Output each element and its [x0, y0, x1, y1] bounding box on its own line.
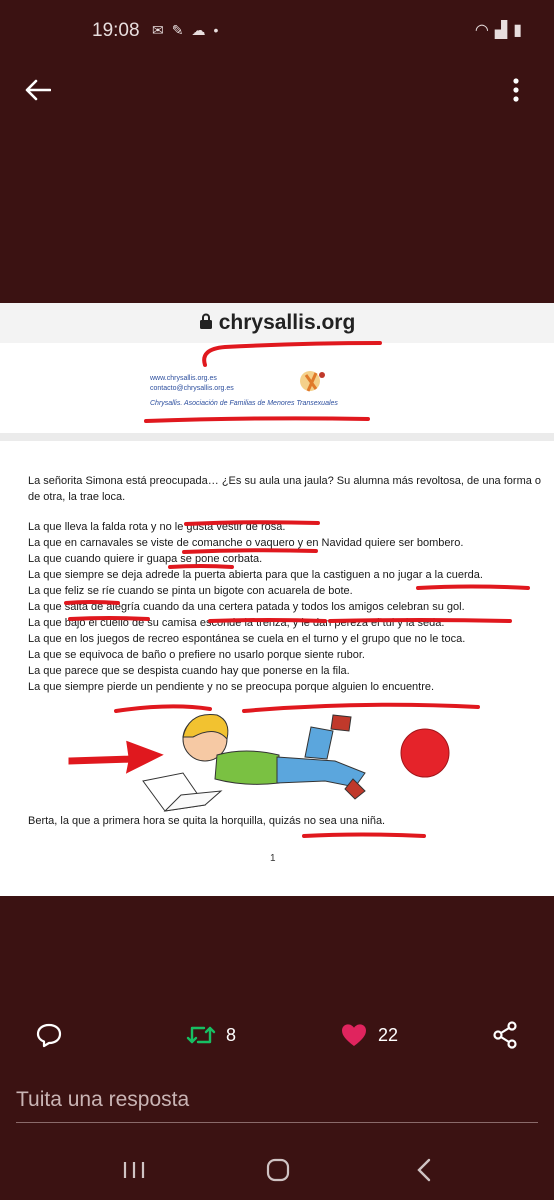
tweet-actions: [0, 1010, 554, 1060]
more-vert-icon: [513, 78, 519, 102]
share-button[interactable]: [492, 1010, 518, 1060]
reply-button[interactable]: [36, 1010, 62, 1060]
back-button[interactable]: [20, 72, 56, 108]
document-line: La que cuando quiere ir guapa se pone corbata.: [28, 553, 263, 565]
like-button[interactable]: [340, 1010, 398, 1060]
child-drawing: [65, 707, 485, 817]
document-body: [28, 473, 548, 695]
mail-icon: ✉: [152, 22, 172, 38]
document-line: La que se equivoca de baño o prefiere no usarlo porque siente rubor.: [28, 649, 365, 661]
tweet-image[interactable]: [0, 303, 554, 896]
document-page-mark: 1: [270, 853, 276, 864]
document-line: La que parece que se despista cuando hay que ponerse en la fila.: [28, 665, 350, 677]
document-closing: Berta, la que a primera hora se quita la horquilla, quizás no sea una niña.: [28, 815, 386, 827]
document-line: La que feliz se ríe cuando se pinta un bigote con acuarela de bote.: [28, 585, 353, 597]
image-url: chrysallis.org: [218, 311, 356, 334]
recent-apps-icon: [122, 1160, 146, 1180]
document-intro: La señorita Simona está preocupada… ¿Es su aula una jaula? Su alumna más revoltosa, de una forma o de otra, la trae loca.: [28, 475, 542, 503]
document-line: La que siempre pierde un pendiente y no se preocupa porque alguien lo encuentre.: [28, 681, 435, 693]
notification-icons: [152, 22, 226, 39]
document-header: [0, 343, 554, 441]
more-options-button[interactable]: [498, 72, 534, 108]
top-bar: [0, 62, 554, 116]
chrysallis-logo: [296, 365, 330, 395]
broom-icon: ✎: [171, 22, 192, 38]
like-count: 22: [378, 1024, 399, 1045]
document-line: La que salta de alegría cuando da una certera patada y todos los amigos celebran su gol.: [28, 601, 465, 613]
document-line: La que en carnavales se viste de comanche o vaquero y en Navidad quiere ser bombero.: [28, 537, 464, 549]
wifi-icon: ◠: [474, 22, 495, 39]
reply-input[interactable]: [16, 1078, 538, 1123]
home-icon: [266, 1158, 290, 1182]
lock-icon: [199, 313, 213, 334]
arrow-left-icon: [25, 79, 51, 101]
document-line: La que siempre se deja adrede la puerta abierta para que la castiguen a no jugar a la cuerda.: [28, 569, 483, 581]
dot-icon: •: [213, 22, 227, 38]
image-url-bar: [0, 303, 554, 344]
status-bar: [0, 0, 554, 62]
document-line: La que bajo el cuello de su camisa esconde la trenza, y le dan pereza el tul y la seda.: [28, 617, 445, 629]
header-email: contacto@chrysallis.org.es: [150, 385, 234, 392]
retweet-button[interactable]: [186, 1010, 236, 1060]
signal-icon: ▟: [494, 22, 514, 39]
header-web: www.chrysallis.org.es: [150, 375, 217, 382]
battery-icon: ▮: [513, 22, 528, 39]
system-nav-bar: [0, 1140, 554, 1200]
share-icon: [492, 1021, 518, 1049]
heart-icon: [340, 1022, 368, 1048]
system-icons: [475, 20, 528, 40]
back-nav-button[interactable]: [404, 1152, 444, 1188]
reply-icon: [36, 1022, 62, 1048]
chevron-left-icon: [416, 1158, 432, 1182]
recent-apps-button[interactable]: [114, 1152, 154, 1188]
cloud-icon: ☁: [191, 22, 214, 38]
retweet-count: 8: [226, 1024, 237, 1045]
document-line: La que lleva la falda rota y no le gusta vestir de rosa.: [28, 521, 286, 533]
header-caption: Chrysallis. Asociación de Familias de Menores Transexuales: [150, 400, 338, 407]
home-button[interactable]: [258, 1152, 298, 1188]
retweet-icon: [186, 1022, 216, 1048]
document-line: La que en los juegos de recreo espontánea se cuela en el turno y el grupo que no le toca.: [28, 633, 466, 645]
status-time: 19:08: [92, 20, 140, 41]
